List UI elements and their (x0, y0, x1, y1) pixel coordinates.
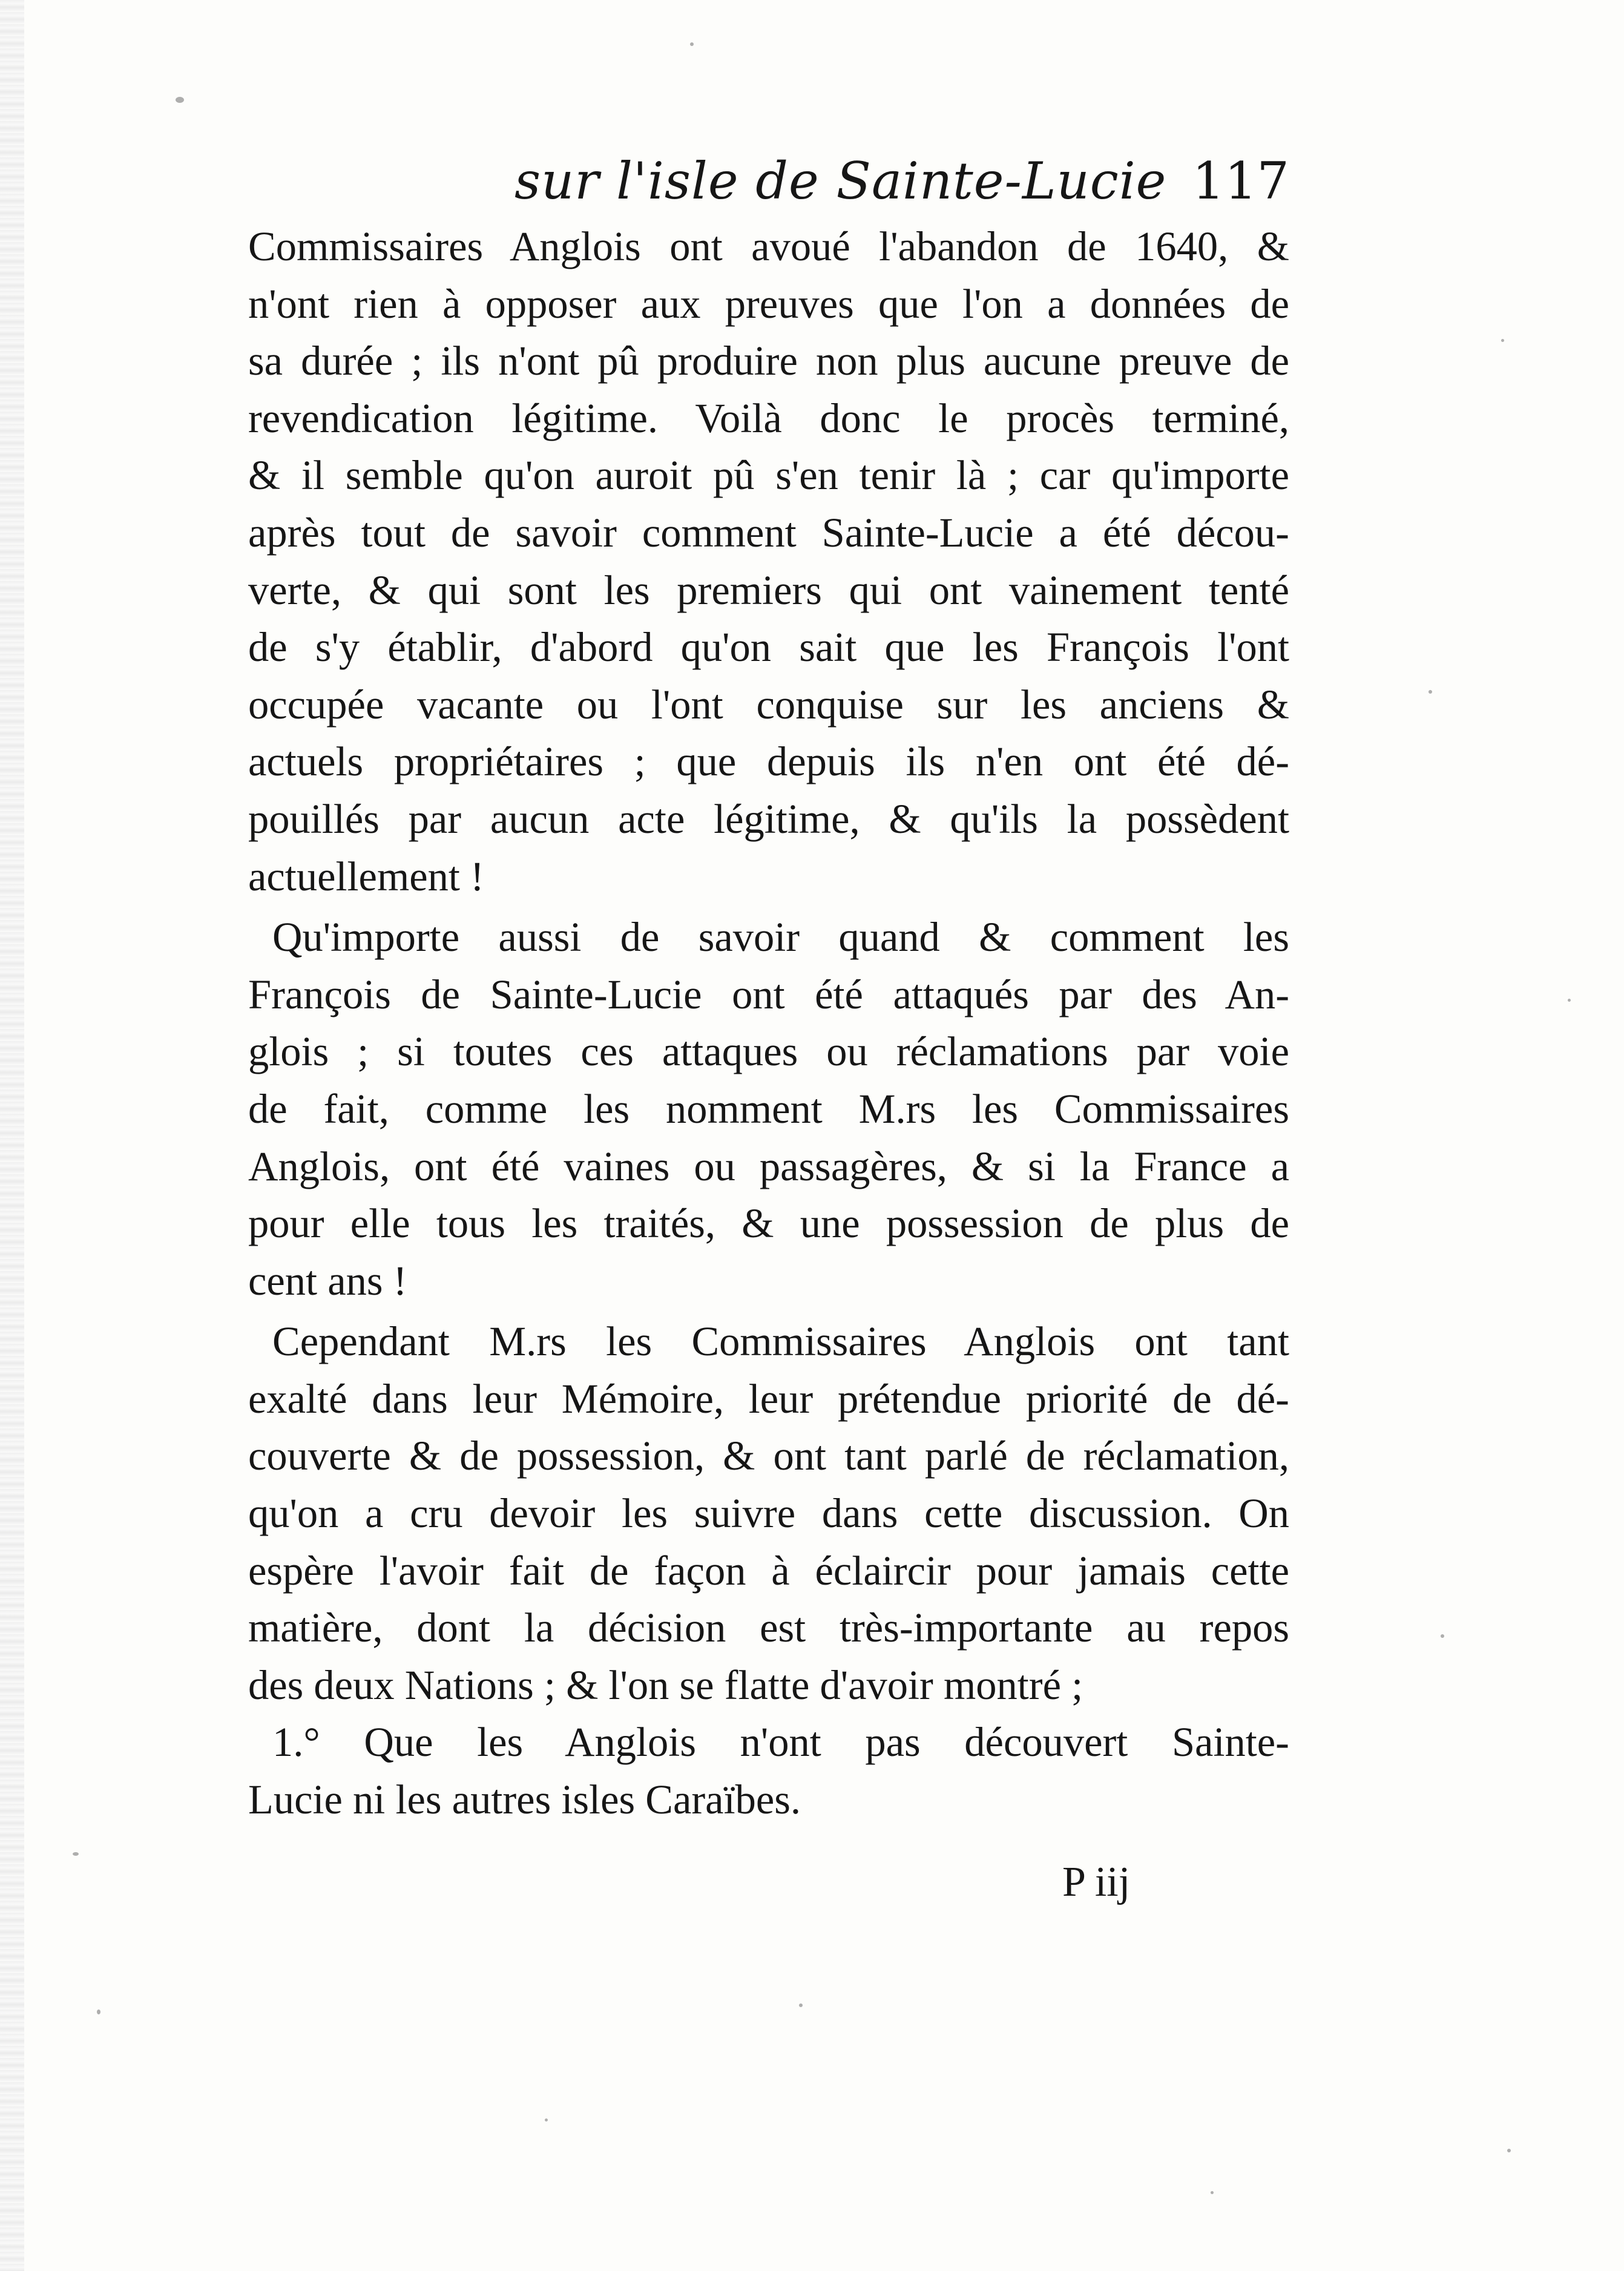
text-line: pour elle tous les traités, & une possession de plus de (248, 1200, 1289, 1247)
text-line: sa durée ; ils n'ont pû produire non plus aucune preuve de (248, 338, 1289, 384)
text-line: exalté dans leur Mémoire, leur prétendue priorité de dé- (248, 1375, 1289, 1422)
text-line: des deux Nations ; & l'on se flatte d'avoir montré ; (248, 1661, 1083, 1708)
text-line: qu'on a cru devoir les suivre dans cette discussion. On (248, 1490, 1289, 1537)
text-line: couverte & de possession, & ont tant parlé de réclamation, (248, 1433, 1289, 1479)
text-line: Anglois, ont été vaines ou passagères, & si la France a (248, 1143, 1289, 1189)
running-head: sur l'isle de Sainte-Lucie (514, 151, 1167, 211)
paragraph-start-line: Qu'importe aussi de savoir quand & comment les (272, 914, 1289, 961)
text-line: après tout de savoir comment Sainte-Lucie a été décou- (248, 509, 1289, 556)
page-gutter-shadow (0, 0, 24, 2271)
text-line: espère l'avoir fait de façon à éclaircir pour jamais cette (248, 1547, 1289, 1594)
list-item-line: 1.° Que les Anglois n'ont pas découvert Sainte- (272, 1719, 1289, 1766)
text-line: matière, dont la décision est très-importante au repos (248, 1605, 1289, 1651)
text-line: verte, & qui sont les premiers qui ont vainement tenté (248, 567, 1289, 613)
paragraph-start-line: Cependant M.rs les Commissaires Anglois ont tant (272, 1318, 1289, 1365)
text-line: occupée vacante ou l'ont conquise sur les anciens & (248, 681, 1289, 728)
page-number: 117 (1192, 151, 1289, 211)
page-header (248, 127, 1289, 218)
text-line: de s'y établir, d'abord qu'on sait que les François l'ont (248, 624, 1289, 671)
text-line: & il semble qu'on auroit pû s'en tenir là ; car qu'importe (248, 452, 1289, 499)
text-line: Lucie ni les autres isles Caraïbes. (248, 1776, 801, 1823)
text-line: actuellement ! (248, 853, 484, 899)
text-line: pouillés par aucun acte légitime, & qu'ils la possèdent (248, 795, 1289, 842)
text-line: cent ans ! (248, 1257, 407, 1304)
body-text (248, 218, 1289, 1829)
text-line: actuels propriétaires ; que depuis ils n'en ont été dé- (248, 738, 1289, 785)
text-line: Commissaires Anglois ont avoué l'abandon de 1640, & (248, 223, 1289, 269)
text-line: revendication légitime. Voilà donc le procès terminé, (248, 395, 1289, 441)
signature-mark: P iij (1062, 1859, 1131, 1905)
text-line: de fait, comme les nomment M.rs les Commissaires (248, 1085, 1289, 1132)
text-line: n'ont rien à opposer aux preuves que l'on a données de (248, 280, 1289, 327)
text-line: François de Sainte-Lucie ont été attaqués par des An- (248, 971, 1289, 1017)
text-line: glois ; si toutes ces attaques ou réclamations par voie (248, 1028, 1289, 1075)
